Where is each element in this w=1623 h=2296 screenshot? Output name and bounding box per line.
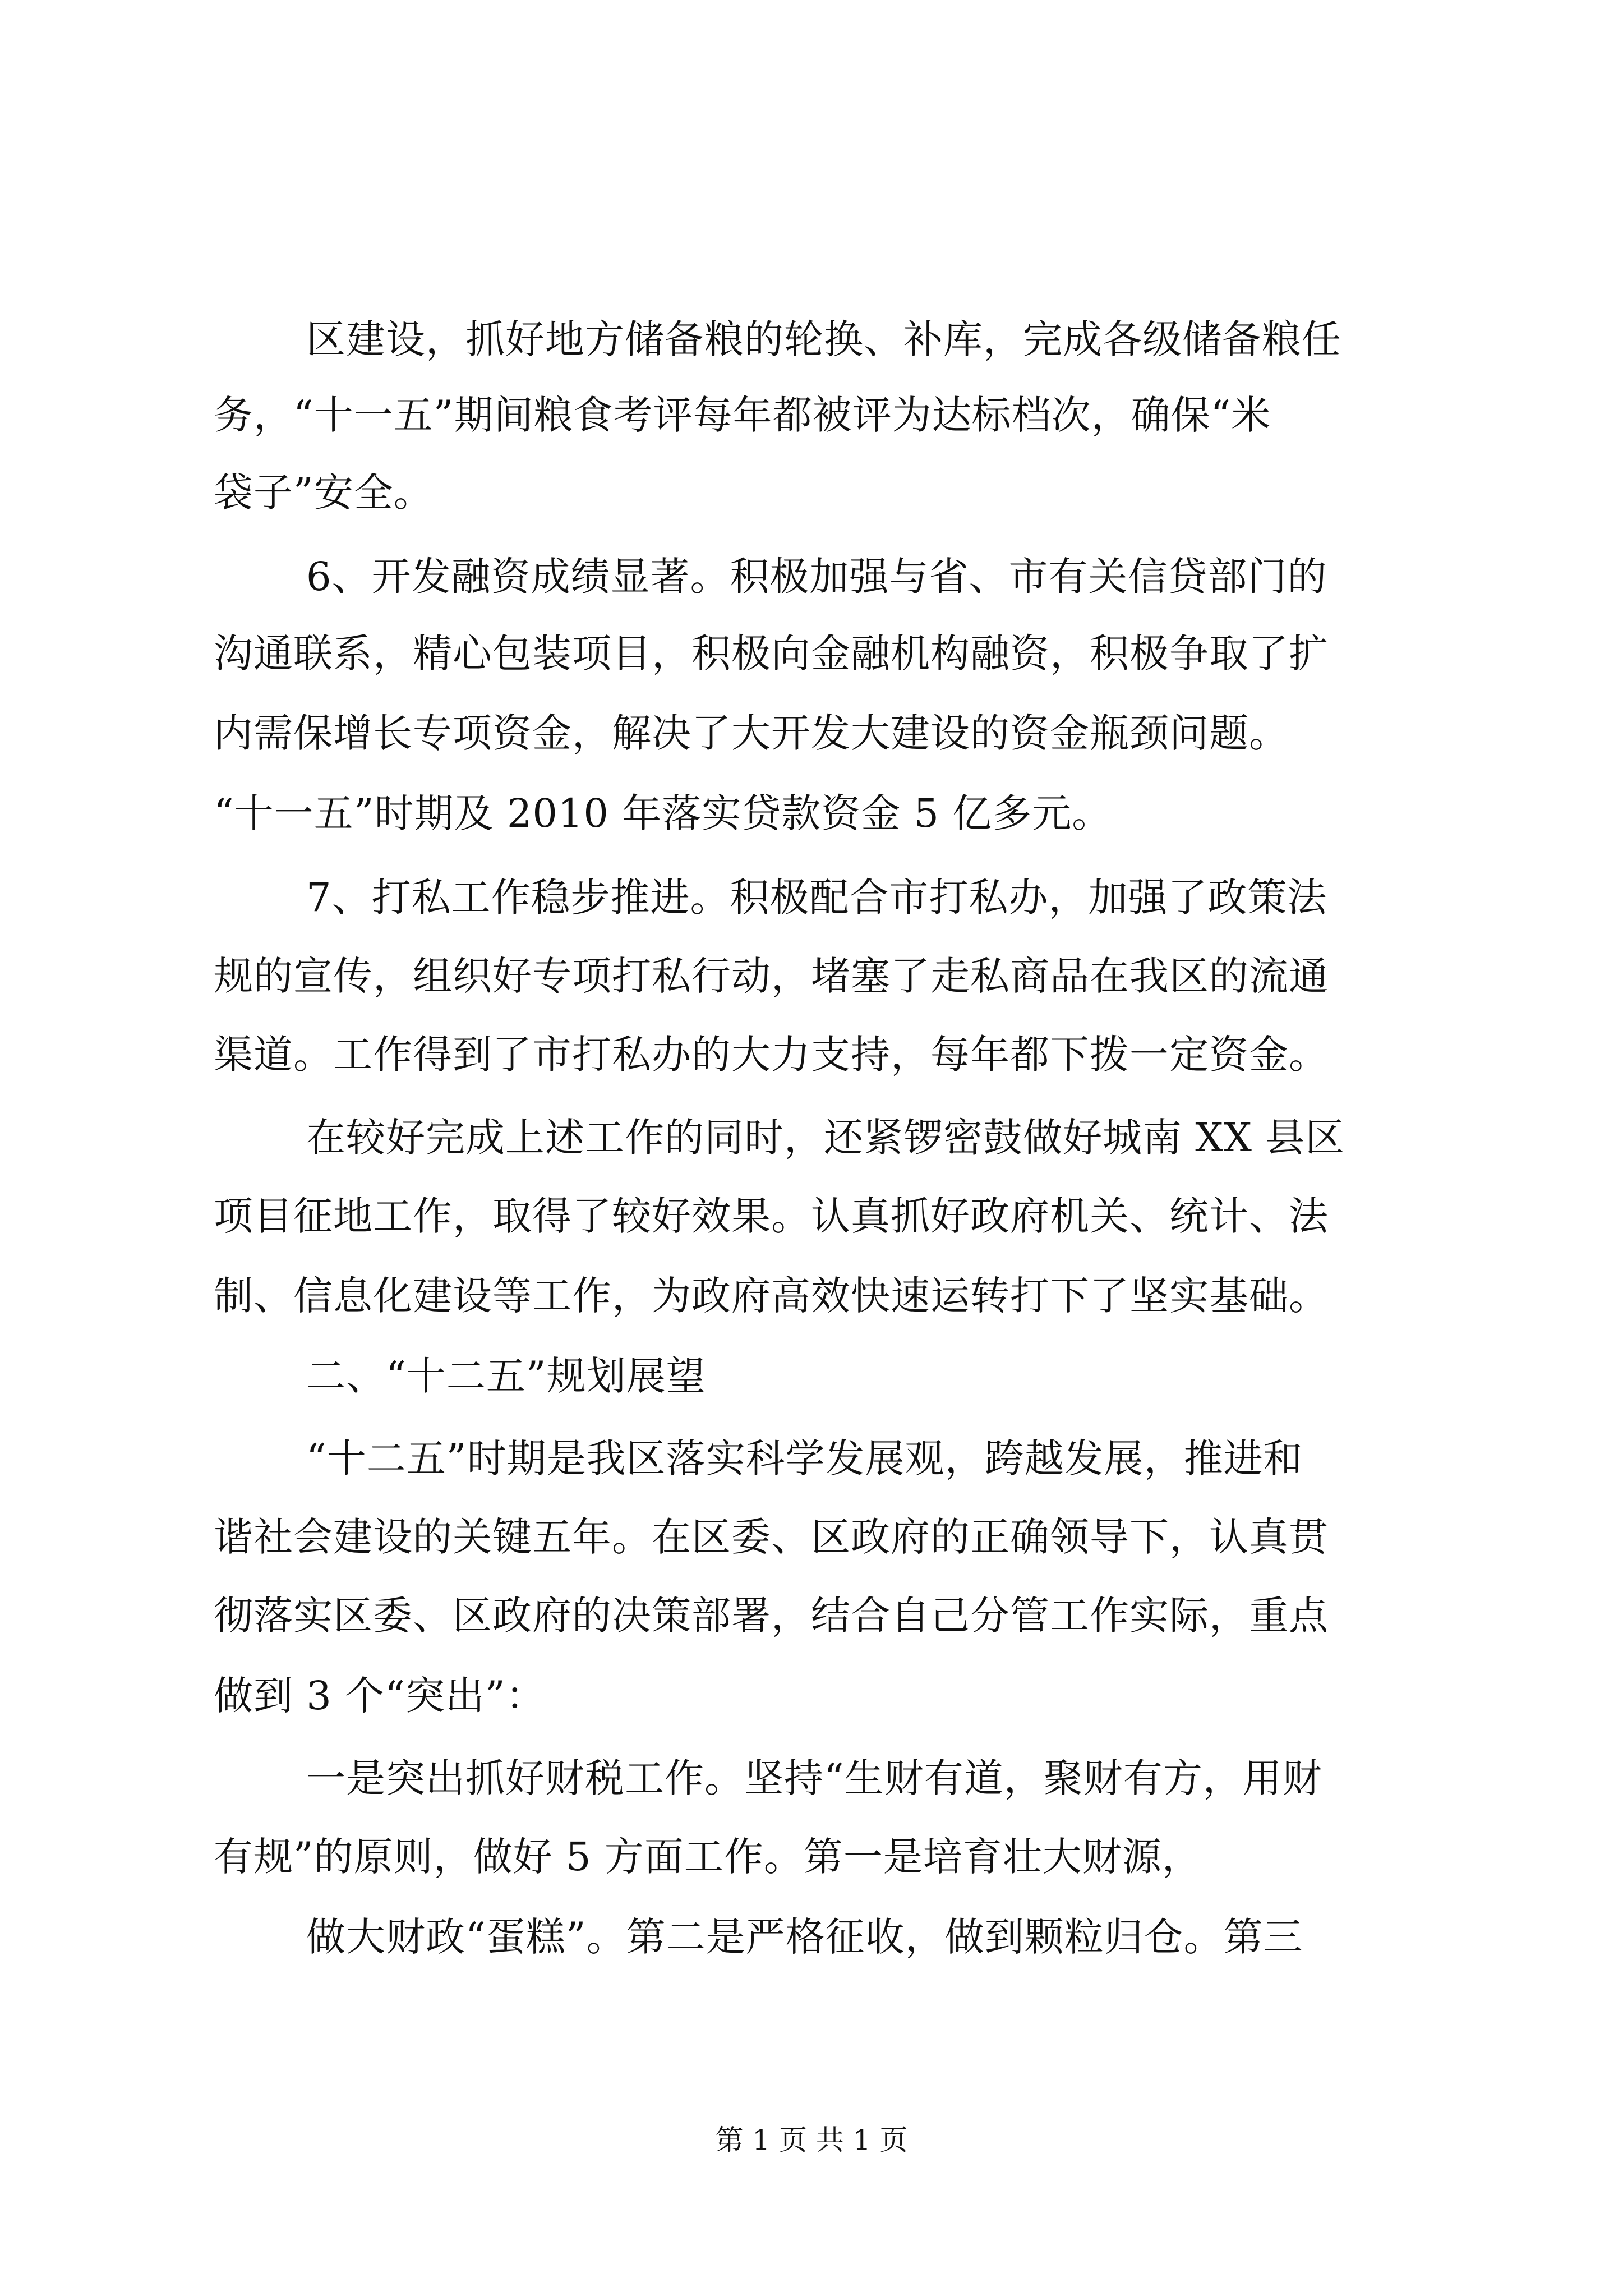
text-line: 区建设，抓好地方储备粮的轮换、补库，完成各级储备粮任 — [306, 316, 1341, 362]
text-line: 内需保增长专项资金，解决了大开发大建设的资金瓶颈问题。 — [214, 710, 1289, 756]
text-line: 项目征地工作，取得了较好效果。认真抓好政府机关、统计、法 — [214, 1193, 1329, 1239]
text-line: 做到 3 个“突出”： — [214, 1673, 546, 1719]
section-heading: 二、“十二五”规划展望 — [306, 1353, 706, 1399]
text-line: 做大财政“蛋糕”。第二是严格征收，做到颗粒归仓。第三 — [306, 1914, 1303, 1960]
text-line: 规的宣传，组织好专项打私行动，堵塞了走私商品在我区的流通 — [214, 953, 1329, 999]
text-line: 7、打私工作稳步推进。积极配合市打私办，加强了政策法 — [306, 875, 1327, 921]
text-line: 袋子”安全。 — [214, 470, 434, 516]
text-line: 彻落实区委、区政府的决策部署，结合自己分管工作实际，重点 — [214, 1593, 1329, 1639]
page-footer: 第 1 页 共 1 页 — [715, 2124, 908, 2156]
text-line: 制、信息化建设等工作，为政府高效快速运转打下了坚实基础。 — [214, 1273, 1329, 1319]
text-line: “十一五”时期及 2010 年落实贷款资金 5 亿多元。 — [214, 790, 1112, 836]
text-line: 有规”的原则，做好 5 方面工作。第一是培育壮大财源， — [214, 1834, 1202, 1880]
text-line: 谐社会建设的关键五年。在区委、区政府的正确领导下，认真贯 — [214, 1514, 1329, 1560]
text-line: “十二五”时期是我区落实科学发展观，跨越发展，推进和 — [306, 1435, 1303, 1481]
text-line: 沟通联系，精心包装项目，积极向金融机构融资，积极争取了扩 — [214, 631, 1329, 677]
text-line: 6、开发融资成绩显著。积极加强与省、市有关信贷部门的 — [306, 554, 1327, 600]
text-line: 务，“十一五”期间粮食考评每年都被评为达标档次，确保“米 — [214, 392, 1271, 438]
text-line: 一是突出抓好财税工作。坚持“生财有道，聚财有方，用财 — [306, 1755, 1322, 1801]
text-line: 在较好完成上述工作的同时，还紧锣密鼓做好城南 XX 县区 — [306, 1115, 1345, 1161]
text-line: 渠道。工作得到了市打私办的大力支持，每年都下拨一定资金。 — [214, 1032, 1329, 1078]
